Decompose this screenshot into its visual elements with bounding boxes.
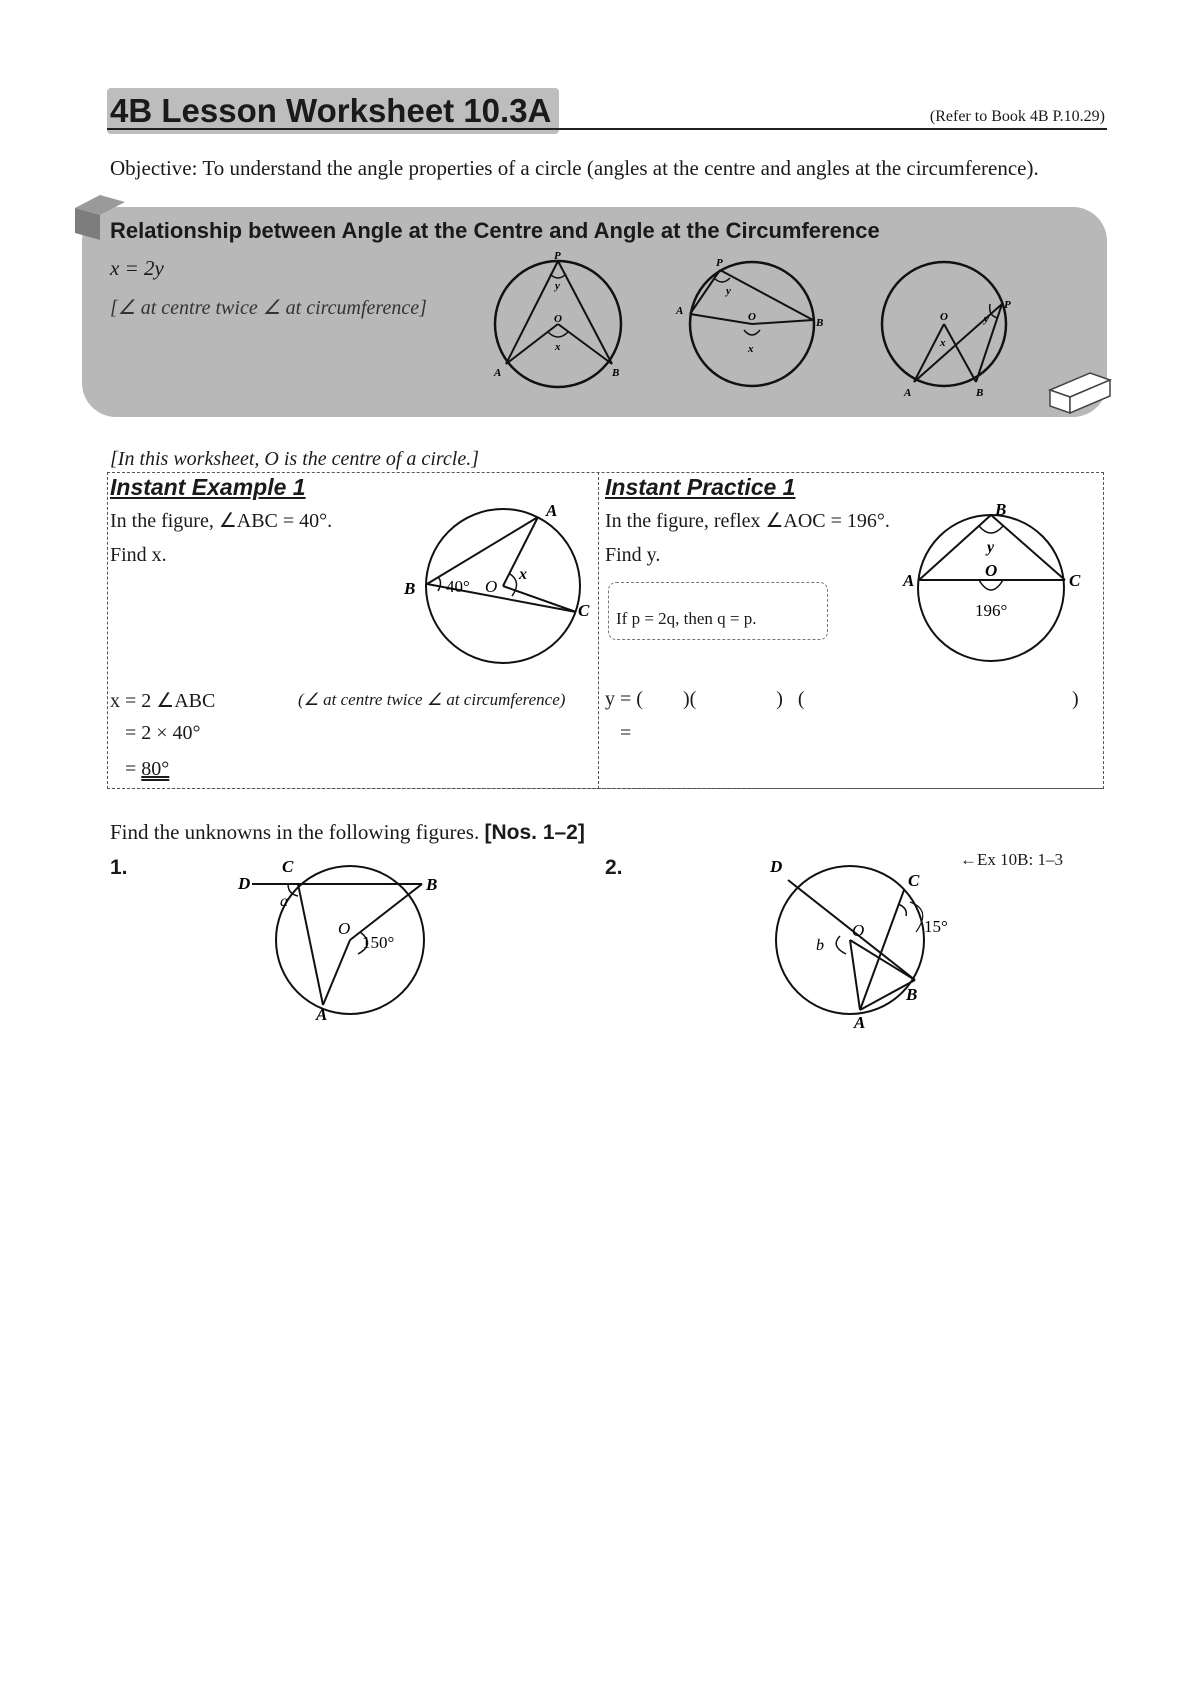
practice-heading: Instant Practice 1 — [605, 474, 796, 500]
hint-text: If p = 2q, then q = p. — [616, 609, 757, 628]
example-label-o: O — [485, 577, 498, 596]
fig2-label-x: x — [748, 343, 754, 355]
practice-solution-1-close: ) — [1072, 688, 1079, 710]
exercise-reference: ←Ex 10B: 1–3 — [960, 850, 1063, 869]
fig1-label-p: P — [554, 250, 561, 262]
page-title: 4B Lesson Worksheet 10.3A — [110, 92, 552, 129]
fig3-label-a: A — [904, 387, 912, 399]
question-1-number: 1. — [110, 856, 128, 879]
eraser-decoration-icon — [1045, 368, 1115, 418]
example-figure — [400, 500, 600, 670]
example-label-b: B — [404, 579, 416, 598]
example-label-x: x — [519, 566, 527, 583]
example-solution-1: x = 2 ∠ABC — [110, 690, 216, 712]
practice-label-c: C — [1069, 571, 1081, 590]
practice-line-2: Find y. — [605, 544, 661, 566]
fig3-label-y: y — [984, 313, 989, 325]
questions-range: [Nos. 1–2] — [484, 821, 585, 844]
q2-label-d: D — [770, 857, 783, 876]
practice-line-1: In the figure, reflex ∠AOC = 196°. — [605, 510, 890, 532]
fig1-label-y: y — [555, 280, 560, 292]
fig1-label-o: O — [554, 313, 562, 325]
q2-label-c: C — [908, 871, 920, 890]
fig2-label-y: y — [726, 285, 731, 297]
q2-label-unknown: b — [816, 937, 824, 954]
concept-figure-3 — [874, 252, 1034, 402]
fig2-label-p: P — [716, 257, 723, 269]
title-underline — [107, 128, 1107, 130]
practice-solution-1: y = ( )( ) ( — [605, 688, 805, 710]
fig3-label-b: B — [976, 387, 984, 399]
concept-figure-1 — [488, 252, 628, 390]
q2-angle-label: 15° — [924, 917, 948, 936]
fig3-label-x: x — [940, 337, 946, 349]
q1-label-o: O — [338, 919, 351, 938]
practice-label-b: B — [995, 500, 1007, 519]
q2-label-b: B — [906, 985, 918, 1004]
fig1-label-x: x — [555, 341, 561, 353]
question-2-figure — [760, 850, 980, 1030]
section-separator — [107, 788, 1102, 789]
questions-intro: Find the unknowns in the following figures. [Nos. 1–2] — [110, 820, 585, 844]
q1-label-d: D — [238, 874, 251, 893]
fig2-label-a: A — [676, 305, 684, 317]
worksheet-note: [In this worksheet, O is the centre of a circle.] — [110, 448, 480, 470]
q2-label-o: O — [852, 921, 865, 940]
practice-label-y: y — [987, 539, 995, 556]
q1-label-a: A — [316, 1005, 328, 1024]
question-2-number: 2. — [605, 856, 623, 879]
practice-angle-label: 196° — [975, 601, 1008, 620]
example-line-1: In the figure, ∠ABC = 40°. — [110, 510, 333, 532]
fig2-label-b: B — [816, 317, 824, 329]
fig2-label-o: O — [748, 311, 756, 323]
concept-heading: Relationship between Angle at the Centre and Angle at the Circumference — [110, 218, 880, 243]
q1-label-unknown: a — [280, 893, 288, 910]
practice-label-a: A — [903, 571, 915, 590]
fig3-label-o: O — [940, 311, 948, 323]
fig1-label-a: A — [494, 367, 502, 379]
example-reason: (∠ at centre twice ∠ at circumference) — [298, 690, 566, 709]
fig3-label-p: P — [1004, 299, 1011, 311]
example-answer: 80° — [141, 758, 170, 780]
objective-text: Objective: To understand the angle properties of a circle (angles at the centre and angles at the circumference). — [110, 156, 1039, 180]
book-reference: (Refer to Book 4B P.10.29) — [929, 108, 1105, 125]
fig1-label-b: B — [612, 367, 620, 379]
question-1-figure — [238, 858, 458, 1028]
example-label-c: C — [578, 601, 590, 620]
q1-angle-label: 150° — [362, 933, 395, 952]
example-heading: Instant Example 1 — [110, 474, 306, 500]
example-angle-label: 40° — [446, 577, 470, 596]
q2-label-a: A — [854, 1013, 866, 1032]
q1-label-c: C — [282, 857, 294, 876]
concept-figure-2 — [672, 252, 832, 390]
practice-figure — [905, 500, 1095, 680]
concept-equation: x = 2y — [110, 256, 164, 280]
concept-note: [∠ at centre twice ∠ at circumference] — [110, 297, 427, 319]
q1-label-b: B — [426, 875, 438, 894]
example-solution-2: = 2 × 40° — [125, 722, 201, 744]
example-line-2: Find x. — [110, 544, 167, 566]
example-label-a: A — [546, 501, 558, 520]
example-solution-3: = 80° — [125, 758, 170, 780]
practice-solution-2: = — [620, 722, 632, 744]
practice-label-o: O — [985, 561, 998, 580]
